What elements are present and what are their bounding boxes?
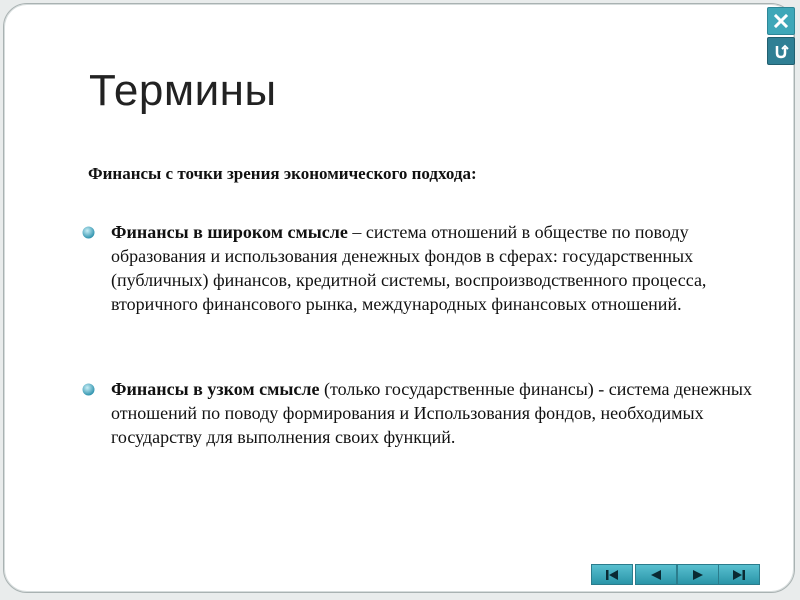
previous-slide-button[interactable] (635, 564, 677, 585)
bullet-item (82, 220, 762, 316)
bullet-term: Финансы в широком смысле (111, 222, 348, 242)
bullet-icon (82, 383, 95, 396)
first-slide-button[interactable] (591, 564, 633, 585)
close-button[interactable] (767, 7, 795, 35)
bullet-text (111, 377, 762, 449)
close-icon (773, 13, 789, 29)
bullet-body: (только государственные финансы) - система денежных отношений по поводу формирования и Использования фондов, необходимых государству для выполнения своих функций. (111, 379, 752, 447)
bullet-term: Финансы в узком смысле (111, 379, 320, 399)
last-slide-button[interactable] (718, 564, 760, 585)
last-slide-icon (731, 569, 747, 581)
slide-title: Термины (89, 66, 277, 115)
slide-subtitle: Финансы с точки зрения экономического подхода: (88, 164, 477, 183)
bullet-text (111, 220, 762, 316)
next-slide-icon (690, 569, 706, 581)
next-slide-button[interactable] (677, 564, 719, 585)
first-slide-icon (604, 569, 620, 581)
previous-slide-icon (648, 569, 664, 581)
bullet-icon (82, 226, 95, 239)
bullet-item (82, 377, 762, 449)
return-button[interactable] (767, 37, 795, 65)
return-icon (773, 43, 789, 59)
bullet-body: – система отношений в обществе по поводу образования и использования денежных фондов в сферах: государственных (публичных) финансов, кредитной системы, воспроизводственного процесса, вторичного финансового рынка, международных финансовых отношений. (111, 222, 707, 314)
